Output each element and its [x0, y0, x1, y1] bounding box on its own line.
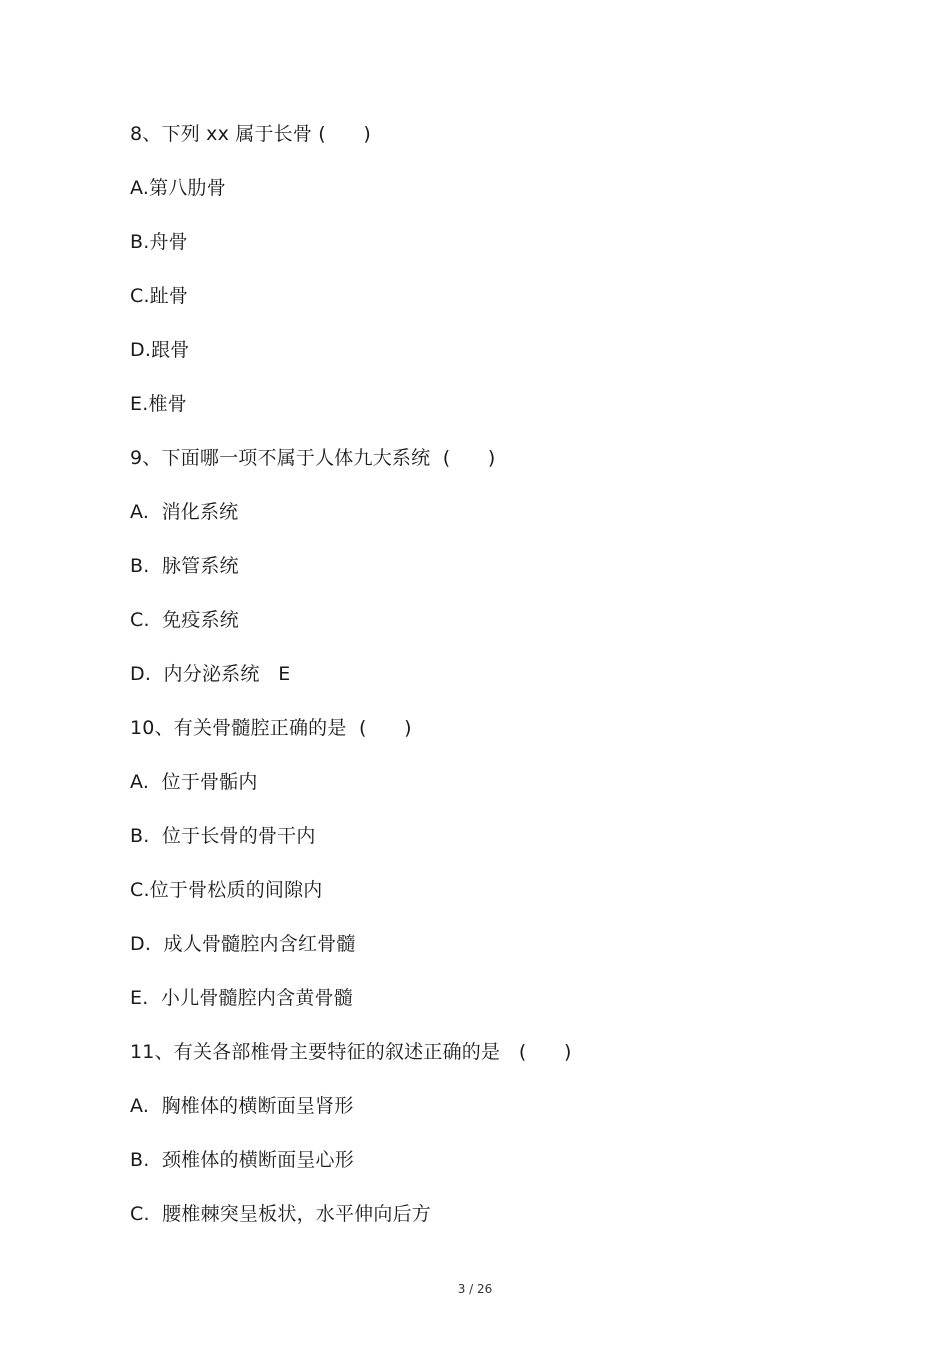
- question-10-title: 10、有关骨髓腔正确的是 ( ): [130, 717, 412, 739]
- question-9-option-b: B. 脉管系统: [130, 555, 239, 577]
- question-9-option-a: A. 消化系统: [130, 501, 239, 523]
- question-10-option-e: E. 小儿骨髓腔内含黄骨髓: [130, 987, 353, 1009]
- question-8-option-d: D.跟骨: [130, 339, 190, 361]
- question-8-title: 8、下列 xx 属于长骨 ( ): [130, 123, 371, 145]
- question-10-option-a: A. 位于骨骺内: [130, 771, 258, 793]
- question-8-option-e: E.椎骨: [130, 393, 187, 415]
- question-11-option-a: A. 胸椎体的横断面呈肾形: [130, 1095, 354, 1117]
- question-11-title: 11、有关各部椎骨主要特征的叙述正确的是 ( ): [130, 1041, 572, 1063]
- question-9-option-d: D. 内分泌系统 E: [130, 663, 291, 685]
- question-11-option-c: C. 腰椎棘突呈板状，水平伸向后方: [130, 1203, 431, 1225]
- question-8-option-a: A.第八肋骨: [130, 177, 226, 199]
- question-8-option-b: B.舟骨: [130, 231, 188, 253]
- question-8-option-c: C.趾骨: [130, 285, 189, 307]
- question-10-option-b: B. 位于长骨的骨干内: [130, 825, 316, 847]
- question-9-option-c: C. 免疫系统: [130, 609, 239, 631]
- page-number: 3 / 26: [457, 1282, 493, 1296]
- question-10-option-d: D. 成人骨髓腔内含红骨髓: [130, 933, 356, 955]
- question-10-option-c: C.位于骨松质的间隙内: [130, 879, 323, 901]
- question-9-title: 9、下面哪一项不属于人体九大系统 ( ): [130, 447, 496, 469]
- question-11-option-b: B. 颈椎体的横断面呈心形: [130, 1149, 354, 1171]
